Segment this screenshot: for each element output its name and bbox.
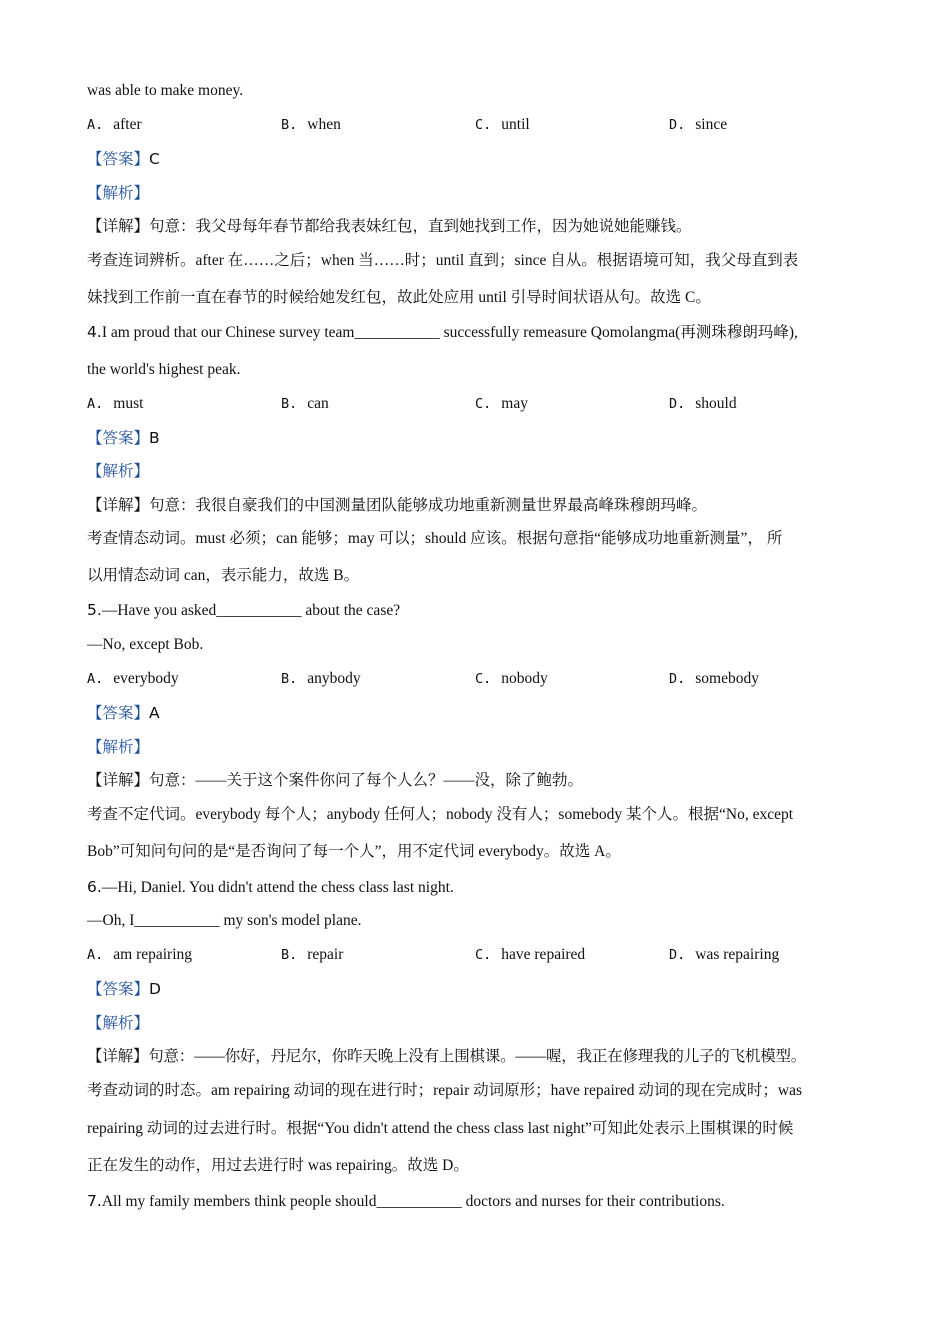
q4-stem-line-1: 4.I am proud that our Chinese survey team___________ successfully remeasure Qomolangma(再测珠穆朗玛峰),: [87, 323, 798, 341]
q6-stem-line-1: 6.—Hi, Daniel. You didn't attend the chess class last night.: [87, 878, 454, 896]
q6-answer: 【答案】D: [87, 980, 161, 998]
q3-option-d: D. since: [669, 116, 728, 133]
q6-option-a: A. am repairing: [87, 946, 193, 963]
q4-option-a: A. must: [87, 395, 144, 412]
q6-analysis-heading: 【解析】: [87, 1015, 150, 1032]
q6-analysis-line-2: repairing 动词的过去进行时。根据“You didn't attend the chess class last night”可知此处表示上围棋课的时候: [87, 1120, 794, 1137]
q4-option-c: C. may: [475, 395, 528, 412]
q4-option-d: D. should: [669, 395, 737, 412]
q6-stem-line-2: —Oh, I___________ my son's model plane.: [87, 912, 362, 929]
q6-analysis-line-1: 考查动词的时态。am repairing 动词的现在进行时；repair 动词原形；have repaired 动词的现在完成时；was: [87, 1082, 803, 1099]
q5-option-a: A. everybody: [87, 670, 179, 687]
q4-answer: 【答案】B: [87, 429, 160, 447]
q7-stem-line-1: 7.All my family members think people should___________ doctors and nurses for their contributions.: [87, 1192, 725, 1210]
q3-stem-tail: was able to make money.: [87, 82, 244, 99]
q4-options: [87, 394, 867, 414]
q5-analysis-heading: 【解析】: [87, 739, 150, 756]
q5-option-b: B. anybody: [281, 670, 361, 687]
q5-detail: 【详解】句意：——关于这个案件你问了每个人么？——没，除了鲍勃。: [87, 772, 584, 789]
q4-detail: 【详解】句意：我很自豪我们的中国测量团队能够成功地重新测量世界最高峰珠穆朗玛峰。: [87, 497, 708, 514]
q4-analysis-line-1: 考查情态动词。must 必须；can 能够；may 可以；should 应该。根据句意指“能够成功地重新测量”， 所: [87, 530, 783, 547]
q4-option-b: B. can: [281, 395, 329, 412]
q3-option-b: B. when: [281, 116, 341, 133]
q4-analysis-line-2: 以用情态动词 can，表示能力，故选 B。: [87, 567, 360, 584]
q6-analysis-line-3: 正在发生的动作，用过去进行时 was repairing。故选 D。: [87, 1157, 469, 1174]
q3-answer: 【答案】C: [87, 150, 160, 168]
q6-detail: 【详解】句意：——你好，丹尼尔，你昨天晚上没有上围棋课。——喔，我正在修理我的儿子的飞机模型。: [87, 1048, 807, 1065]
q5-options: [87, 669, 867, 689]
q5-stem-line-1: 5.—Have you asked___________ about the case?: [87, 601, 401, 619]
q3-option-c: C. until: [475, 116, 530, 133]
q6-option-c: C. have repaired: [475, 946, 586, 963]
q6-option-b: B. repair: [281, 946, 344, 963]
q6-options: [87, 945, 867, 965]
q3-analysis-line-2: 妹找到工作前一直在春节的时候给她发红包，故此处应用 until 引导时间状语从句。故选 C。: [87, 289, 711, 306]
q3-analysis-line-1: 考查连词辨析。after 在……之后；when 当……时；until 直到；since 自从。根据语境可知，我父母直到表: [87, 252, 799, 269]
q3-option-a: A. after: [87, 116, 142, 133]
q5-stem-line-2: —No, except Bob.: [87, 636, 204, 653]
q4-analysis-heading: 【解析】: [87, 463, 150, 480]
q3-detail: 【详解】句意：我父母每年春节都给我表妹红包，直到她找到工作，因为她说她能赚钱。: [87, 218, 692, 235]
q5-answer: 【答案】A: [87, 704, 160, 722]
q5-analysis-line-1: 考查不定代词。everybody 每个人；anybody 任何人；nobody 没有人；somebody 某个人。根据“No, except: [87, 806, 794, 823]
q3-options: [87, 115, 867, 135]
q5-option-c: C. nobody: [475, 670, 548, 687]
q3-analysis-heading: 【解析】: [87, 185, 150, 202]
q4-stem-line-2: the world's highest peak.: [87, 361, 241, 378]
q6-option-d: D. was repairing: [669, 946, 780, 963]
q5-analysis-line-2: Bob”可知问句问的是“是否询问了每一个人”，用不定代词 everybody。故选 A。: [87, 843, 621, 860]
q5-option-d: D. somebody: [669, 670, 759, 687]
